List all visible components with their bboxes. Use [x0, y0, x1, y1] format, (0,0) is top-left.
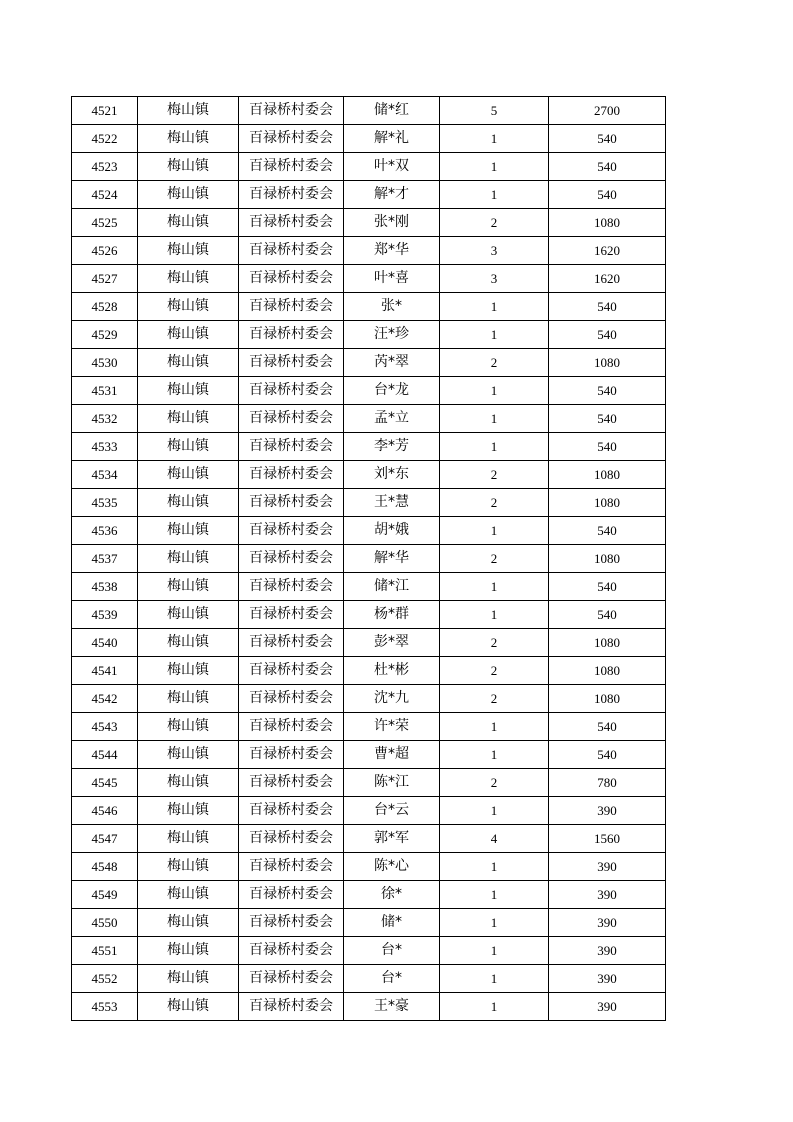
cell-serial-number: 4523 [72, 153, 138, 181]
cell-serial-number: 4546 [72, 797, 138, 825]
cell-serial-number: 4530 [72, 349, 138, 377]
cell-person-name: 许*荣 [344, 713, 440, 741]
cell-village-committee: 百禄桥村委会 [239, 657, 344, 685]
cell-amount: 1080 [549, 629, 666, 657]
cell-town: 梅山镇 [138, 545, 239, 573]
cell-amount: 1080 [549, 545, 666, 573]
table-row [72, 489, 666, 517]
cell-town: 梅山镇 [138, 405, 239, 433]
cell-amount: 540 [549, 433, 666, 461]
cell-village-committee: 百禄桥村委会 [239, 825, 344, 853]
cell-count: 2 [440, 769, 549, 797]
cell-serial-number: 4535 [72, 489, 138, 517]
cell-village-committee: 百禄桥村委会 [239, 349, 344, 377]
cell-serial-number: 4525 [72, 209, 138, 237]
cell-town: 梅山镇 [138, 517, 239, 545]
cell-amount: 1080 [549, 349, 666, 377]
cell-village-committee: 百禄桥村委会 [239, 209, 344, 237]
cell-serial-number: 4543 [72, 713, 138, 741]
cell-person-name: 台*云 [344, 797, 440, 825]
table-row [72, 209, 666, 237]
cell-amount: 540 [549, 321, 666, 349]
cell-amount: 390 [549, 909, 666, 937]
cell-serial-number: 4533 [72, 433, 138, 461]
cell-person-name: 徐* [344, 881, 440, 909]
cell-amount: 1080 [549, 685, 666, 713]
cell-amount: 780 [549, 769, 666, 797]
cell-town: 梅山镇 [138, 965, 239, 993]
table-row [72, 461, 666, 489]
cell-village-committee: 百禄桥村委会 [239, 293, 344, 321]
cell-serial-number: 4542 [72, 685, 138, 713]
table-row [72, 181, 666, 209]
cell-town: 梅山镇 [138, 657, 239, 685]
table-row [72, 965, 666, 993]
cell-count: 2 [440, 545, 549, 573]
cell-village-committee: 百禄桥村委会 [239, 545, 344, 573]
table-row [72, 685, 666, 713]
table-row [72, 97, 666, 125]
table-row [72, 769, 666, 797]
cell-amount: 540 [549, 153, 666, 181]
cell-town: 梅山镇 [138, 433, 239, 461]
cell-count: 1 [440, 573, 549, 601]
cell-count: 1 [440, 517, 549, 545]
cell-serial-number: 4545 [72, 769, 138, 797]
cell-town: 梅山镇 [138, 937, 239, 965]
cell-village-committee: 百禄桥村委会 [239, 181, 344, 209]
cell-amount: 540 [549, 517, 666, 545]
cell-serial-number: 4526 [72, 237, 138, 265]
cell-town: 梅山镇 [138, 881, 239, 909]
cell-serial-number: 4536 [72, 517, 138, 545]
cell-count: 1 [440, 405, 549, 433]
cell-town: 梅山镇 [138, 685, 239, 713]
cell-village-committee: 百禄桥村委会 [239, 377, 344, 405]
cell-count: 3 [440, 237, 549, 265]
cell-count: 1 [440, 797, 549, 825]
cell-person-name: 刘*东 [344, 461, 440, 489]
cell-count: 1 [440, 293, 549, 321]
cell-person-name: 王*慧 [344, 489, 440, 517]
cell-town: 梅山镇 [138, 377, 239, 405]
table-row [72, 265, 666, 293]
cell-village-committee: 百禄桥村委会 [239, 125, 344, 153]
table-row [72, 349, 666, 377]
cell-person-name: 张* [344, 293, 440, 321]
table-row [72, 657, 666, 685]
cell-serial-number: 4532 [72, 405, 138, 433]
table-row [72, 405, 666, 433]
cell-amount: 390 [549, 881, 666, 909]
table-row [72, 741, 666, 769]
table-row [72, 601, 666, 629]
cell-serial-number: 4527 [72, 265, 138, 293]
cell-town: 梅山镇 [138, 993, 239, 1021]
cell-village-committee: 百禄桥村委会 [239, 685, 344, 713]
table-row [72, 377, 666, 405]
cell-amount: 2700 [549, 97, 666, 125]
cell-count: 1 [440, 965, 549, 993]
cell-town: 梅山镇 [138, 125, 239, 153]
cell-village-committee: 百禄桥村委会 [239, 853, 344, 881]
table-row [72, 937, 666, 965]
table-row [72, 153, 666, 181]
cell-amount: 390 [549, 937, 666, 965]
cell-count: 2 [440, 629, 549, 657]
cell-person-name: 胡*娥 [344, 517, 440, 545]
cell-person-name: 郑*华 [344, 237, 440, 265]
cell-serial-number: 4548 [72, 853, 138, 881]
cell-serial-number: 4544 [72, 741, 138, 769]
cell-village-committee: 百禄桥村委会 [239, 405, 344, 433]
cell-amount: 540 [549, 741, 666, 769]
cell-serial-number: 4524 [72, 181, 138, 209]
cell-village-committee: 百禄桥村委会 [239, 629, 344, 657]
cell-town: 梅山镇 [138, 769, 239, 797]
cell-count: 1 [440, 713, 549, 741]
table-row [72, 125, 666, 153]
cell-person-name: 解*礼 [344, 125, 440, 153]
table-row [72, 573, 666, 601]
cell-serial-number: 4521 [72, 97, 138, 125]
cell-amount: 1620 [549, 237, 666, 265]
cell-person-name: 汪*珍 [344, 321, 440, 349]
cell-amount: 540 [549, 293, 666, 321]
cell-person-name: 彭*翠 [344, 629, 440, 657]
cell-town: 梅山镇 [138, 853, 239, 881]
cell-town: 梅山镇 [138, 97, 239, 125]
data-table [71, 96, 666, 1021]
cell-village-committee: 百禄桥村委会 [239, 237, 344, 265]
cell-person-name: 储*江 [344, 573, 440, 601]
cell-town: 梅山镇 [138, 181, 239, 209]
cell-village-committee: 百禄桥村委会 [239, 993, 344, 1021]
table-row [72, 517, 666, 545]
cell-village-committee: 百禄桥村委会 [239, 881, 344, 909]
cell-count: 1 [440, 125, 549, 153]
cell-village-committee: 百禄桥村委会 [239, 909, 344, 937]
table-row [72, 797, 666, 825]
cell-count: 5 [440, 97, 549, 125]
cell-person-name: 曹*超 [344, 741, 440, 769]
cell-amount: 540 [549, 405, 666, 433]
cell-person-name: 台*龙 [344, 377, 440, 405]
cell-town: 梅山镇 [138, 713, 239, 741]
cell-amount: 540 [549, 377, 666, 405]
cell-town: 梅山镇 [138, 153, 239, 181]
cell-serial-number: 4540 [72, 629, 138, 657]
cell-count: 2 [440, 209, 549, 237]
cell-count: 1 [440, 853, 549, 881]
cell-serial-number: 4529 [72, 321, 138, 349]
cell-amount: 390 [549, 965, 666, 993]
cell-person-name: 解*才 [344, 181, 440, 209]
cell-amount: 1620 [549, 265, 666, 293]
cell-town: 梅山镇 [138, 265, 239, 293]
table-row [72, 629, 666, 657]
cell-town: 梅山镇 [138, 321, 239, 349]
cell-serial-number: 4553 [72, 993, 138, 1021]
cell-person-name: 张*刚 [344, 209, 440, 237]
cell-serial-number: 4538 [72, 573, 138, 601]
cell-count: 1 [440, 993, 549, 1021]
cell-person-name: 郭*军 [344, 825, 440, 853]
cell-amount: 540 [549, 573, 666, 601]
cell-village-committee: 百禄桥村委会 [239, 601, 344, 629]
cell-village-committee: 百禄桥村委会 [239, 517, 344, 545]
cell-town: 梅山镇 [138, 825, 239, 853]
cell-count: 4 [440, 825, 549, 853]
cell-amount: 540 [549, 125, 666, 153]
cell-count: 3 [440, 265, 549, 293]
table-row [72, 853, 666, 881]
cell-village-committee: 百禄桥村委会 [239, 937, 344, 965]
cell-amount: 1080 [549, 461, 666, 489]
cell-count: 1 [440, 321, 549, 349]
cell-count: 1 [440, 909, 549, 937]
cell-person-name: 陈*心 [344, 853, 440, 881]
cell-count: 1 [440, 601, 549, 629]
cell-person-name: 孟*立 [344, 405, 440, 433]
cell-village-committee: 百禄桥村委会 [239, 433, 344, 461]
cell-village-committee: 百禄桥村委会 [239, 489, 344, 517]
cell-town: 梅山镇 [138, 741, 239, 769]
cell-count: 1 [440, 153, 549, 181]
cell-serial-number: 4534 [72, 461, 138, 489]
cell-count: 1 [440, 741, 549, 769]
cell-serial-number: 4550 [72, 909, 138, 937]
cell-amount: 390 [549, 993, 666, 1021]
cell-serial-number: 4539 [72, 601, 138, 629]
cell-amount: 1080 [549, 209, 666, 237]
cell-town: 梅山镇 [138, 573, 239, 601]
cell-village-committee: 百禄桥村委会 [239, 321, 344, 349]
cell-count: 2 [440, 461, 549, 489]
cell-person-name: 杨*群 [344, 601, 440, 629]
cell-amount: 390 [549, 853, 666, 881]
cell-village-committee: 百禄桥村委会 [239, 461, 344, 489]
cell-count: 2 [440, 685, 549, 713]
cell-town: 梅山镇 [138, 237, 239, 265]
cell-village-committee: 百禄桥村委会 [239, 265, 344, 293]
cell-town: 梅山镇 [138, 461, 239, 489]
cell-town: 梅山镇 [138, 601, 239, 629]
cell-amount: 540 [549, 713, 666, 741]
table-row [72, 433, 666, 461]
cell-village-committee: 百禄桥村委会 [239, 97, 344, 125]
cell-count: 2 [440, 349, 549, 377]
cell-person-name: 台* [344, 965, 440, 993]
cell-amount: 540 [549, 601, 666, 629]
cell-person-name: 解*华 [344, 545, 440, 573]
cell-village-committee: 百禄桥村委会 [239, 153, 344, 181]
cell-serial-number: 4547 [72, 825, 138, 853]
cell-count: 1 [440, 937, 549, 965]
cell-count: 1 [440, 881, 549, 909]
cell-person-name: 芮*翠 [344, 349, 440, 377]
table-row [72, 881, 666, 909]
table-row [72, 293, 666, 321]
cell-serial-number: 4551 [72, 937, 138, 965]
cell-person-name: 陈*江 [344, 769, 440, 797]
cell-count: 2 [440, 489, 549, 517]
cell-person-name: 台* [344, 937, 440, 965]
cell-person-name: 李*芳 [344, 433, 440, 461]
table-row [72, 237, 666, 265]
cell-amount: 1560 [549, 825, 666, 853]
cell-village-committee: 百禄桥村委会 [239, 965, 344, 993]
cell-count: 1 [440, 377, 549, 405]
cell-town: 梅山镇 [138, 909, 239, 937]
cell-serial-number: 4522 [72, 125, 138, 153]
table-row [72, 545, 666, 573]
cell-amount: 540 [549, 181, 666, 209]
cell-serial-number: 4531 [72, 377, 138, 405]
cell-person-name: 储*红 [344, 97, 440, 125]
cell-count: 1 [440, 181, 549, 209]
table-row [72, 321, 666, 349]
cell-village-committee: 百禄桥村委会 [239, 573, 344, 601]
cell-person-name: 叶*双 [344, 153, 440, 181]
cell-person-name: 沈*九 [344, 685, 440, 713]
cell-person-name: 储* [344, 909, 440, 937]
cell-amount: 1080 [549, 657, 666, 685]
table-row [72, 909, 666, 937]
cell-town: 梅山镇 [138, 349, 239, 377]
cell-village-committee: 百禄桥村委会 [239, 713, 344, 741]
table-row [72, 713, 666, 741]
cell-count: 1 [440, 433, 549, 461]
cell-town: 梅山镇 [138, 209, 239, 237]
cell-amount: 1080 [549, 489, 666, 517]
cell-person-name: 叶*喜 [344, 265, 440, 293]
cell-serial-number: 4552 [72, 965, 138, 993]
cell-village-committee: 百禄桥村委会 [239, 741, 344, 769]
table-row [72, 825, 666, 853]
cell-serial-number: 4528 [72, 293, 138, 321]
cell-count: 2 [440, 657, 549, 685]
cell-town: 梅山镇 [138, 797, 239, 825]
cell-serial-number: 4537 [72, 545, 138, 573]
cell-person-name: 王*豪 [344, 993, 440, 1021]
table-row [72, 993, 666, 1021]
table-body [72, 97, 666, 1021]
cell-town: 梅山镇 [138, 629, 239, 657]
cell-serial-number: 4549 [72, 881, 138, 909]
cell-person-name: 杜*彬 [344, 657, 440, 685]
cell-serial-number: 4541 [72, 657, 138, 685]
cell-town: 梅山镇 [138, 293, 239, 321]
cell-amount: 390 [549, 797, 666, 825]
cell-village-committee: 百禄桥村委会 [239, 769, 344, 797]
cell-village-committee: 百禄桥村委会 [239, 797, 344, 825]
cell-town: 梅山镇 [138, 489, 239, 517]
